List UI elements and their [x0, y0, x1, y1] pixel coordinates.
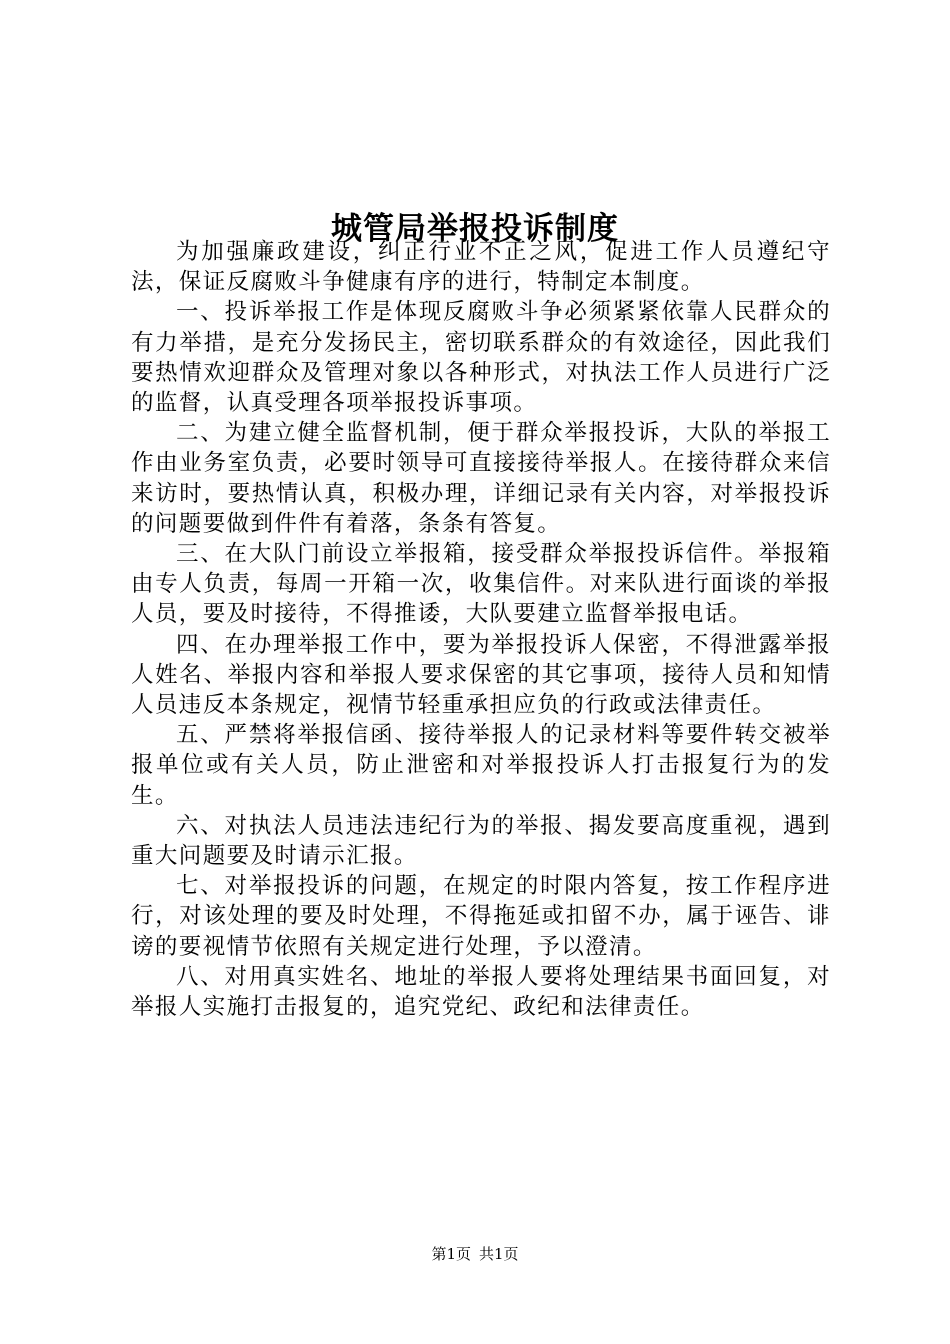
page-number: 第1页: [431, 1245, 471, 1263]
page-total: 共1页: [479, 1245, 519, 1263]
document-title: 城管局举报投诉制度: [331, 210, 619, 247]
paragraph-item-7: 七、对举报投诉的问题，在规定的时限内答复，按工作程序进行，对该处理的要及时处理，不得拖延或扣留不办，属于诬告、诽谤的要视情节依照有关规定进行处理，予以澄清。: [131, 873, 831, 960]
paragraph-item-4: 四、在办理举报工作中，要为举报投诉人保密，不得泄露举报人姓名、举报内容和举报人要求保密的其它事项，接待人员和知情人员违反本条规定，视情节轻重承担应负的行政或法律责任。: [131, 631, 831, 719]
paragraph-item-6: 六、对执法人员违法违纪行为的举报、揭发要高度重视，遇到重大问题要及时请示汇报。: [131, 812, 831, 870]
paragraph-item-2: 二、为建立健全监督机制，便于群众举报投诉，大队的举报工作由业务室负责，必要时领导可直接接待举报人。在接待群众来信来访时，要热情认真，积极办理，详细记录有关内容，对举报投诉的问题要做到件件有着落，条条有答复。: [131, 420, 831, 537]
paragraph-item-8: 八、对用真实姓名、地址的举报人要将处理结果书面回复，对举报人实施打击报复的，追究党纪、政纪和法律责任。: [131, 963, 831, 1021]
paragraph-intro: 为加强廉政建设，纠正行业不正之风，促进工作人员遵纪守法，保证反腐败斗争健康有序的进行，特制定本制度。: [131, 239, 831, 296]
paragraph-item-1: 一、投诉举报工作是体现反腐败斗争必须紧紧依靠人民群众的有力举措，是充分发扬民主，密切联系群众的有效途径，因此我们要热情欢迎群众及管理对象以各种形式，对执法工作人员进行广泛的监督，认真受理各项举报投诉事项。: [131, 299, 831, 417]
document-body: [131, 237, 831, 1022]
paragraph-item-3: 三、在大队门前设立举报箱，接受群众举报投诉信件。举报箱由专人负责，每周一开箱一次，收集信件。对来队进行面谈的举报人员，要及时接待，不得推诿，大队要建立监督举报电话。: [131, 541, 831, 628]
page-footer: [0, 1244, 950, 1264]
paragraph-item-5: 五、严禁将举报信函、接待举报人的记录材料等要件转交被举报单位或有关人员，防止泄密和对举报投诉人打击报复行为的发生。: [131, 722, 831, 809]
